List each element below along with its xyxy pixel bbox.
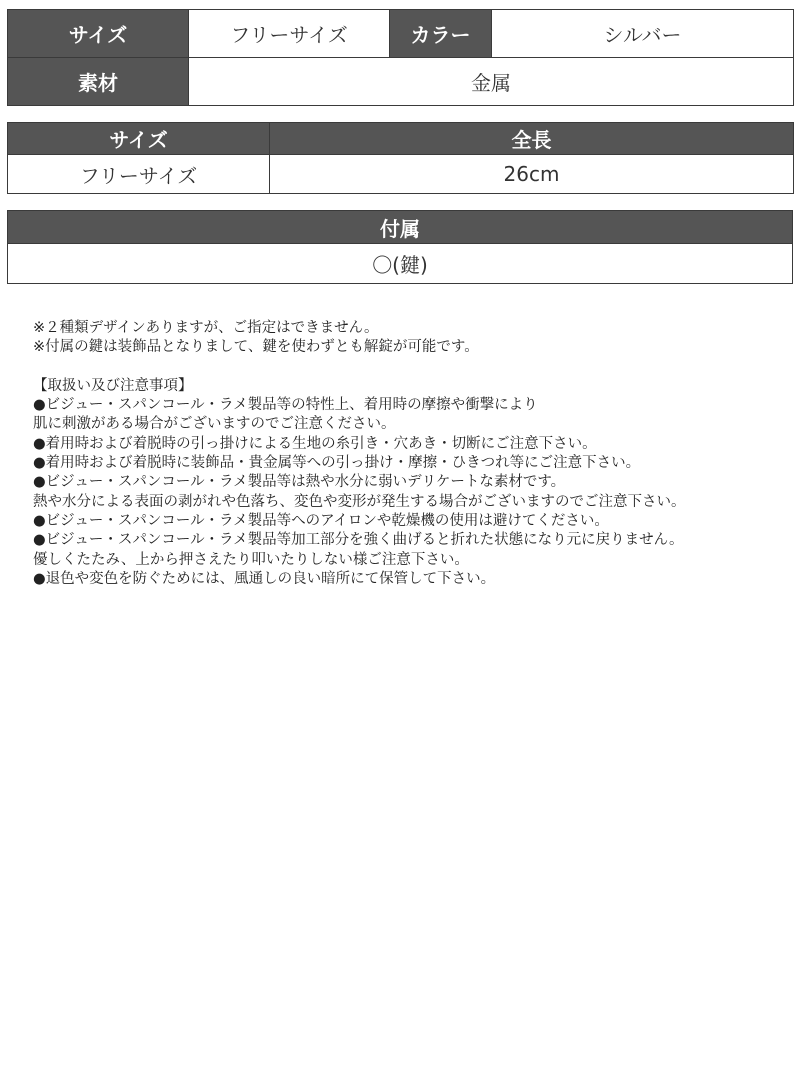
care-line: ●着用時および着脱時に装飾品・貴金属等への引っ掛け・摩擦・ひきつれ等にご注意下さい。: [33, 455, 641, 472]
care-line: ●ビジュー・スパンコール・ラメ製品等は熱や水分に弱いデリケートな素材です。: [33, 474, 566, 491]
material-label: 素材: [8, 58, 189, 106]
notes-section: [33, 319, 793, 589]
size-value: フリーサイズ: [189, 10, 390, 58]
care-line: 優しくたたみ、上から押さえたり叩いたりしない様ご注意下さい。: [33, 551, 469, 568]
accessory-header-row: [8, 211, 793, 244]
care-line: ●退色や変色を防ぐためには、風通しの良い暗所にて保管して下さい。: [33, 570, 496, 587]
care-line: ●ビジュー・スパンコール・ラメ製品等の特性上、着用時の摩擦や衝撃により: [33, 397, 538, 414]
table-row: [8, 155, 794, 194]
size-table-size-value: フリーサイズ: [8, 155, 270, 194]
size-table-header-size: サイズ: [8, 123, 270, 155]
accessory-table: [7, 210, 793, 284]
material-value: 金属: [189, 58, 794, 106]
care-line: ●着用時および着脱時の引っ掛けによる生地の糸引き・穴あき・切断にご注意下さい。: [33, 435, 597, 452]
care-instructions: [33, 377, 793, 589]
accessory-header: 付属: [8, 211, 793, 244]
care-title: 【取扱い及び注意事項】: [33, 377, 193, 394]
accessory-value: 〇(鍵): [8, 244, 793, 284]
accessory-value-row: [8, 244, 793, 284]
note-design: ※２種類デザインありますが、ご指定はできません。: [33, 320, 379, 336]
spec-row-size-color: [8, 10, 794, 58]
care-line: ●ビジュー・スパンコール・ラメ製品等加工部分を強く曲げると折れた状態になり元に戻りません。: [33, 532, 684, 549]
color-label: カラー: [390, 10, 492, 58]
product-spec-table: [7, 9, 794, 106]
size-table-length-value: 26cm: [270, 155, 794, 194]
care-line: 肌に刺激がある場合がございますのでご注意ください。: [33, 416, 396, 433]
note-key: ※付属の鍵は装飾品となりまして、鍵を使わずとも解錠が可能です。: [33, 339, 479, 356]
care-line: ●ビジュー・スパンコール・ラメ製品等へのアイロンや乾燥機の使用は避けてください。: [33, 512, 609, 529]
size-table: [7, 122, 794, 194]
color-value: シルバー: [492, 10, 794, 58]
size-table-header-length: 全長: [270, 123, 794, 155]
size-table-header-row: [8, 123, 794, 155]
size-label: サイズ: [8, 10, 189, 58]
care-line: 熱や水分による表面の剥がれや色落ち、変色や変形が発生する場合がございますのでご注意下さい。: [33, 493, 686, 510]
spec-row-material: [8, 58, 794, 106]
